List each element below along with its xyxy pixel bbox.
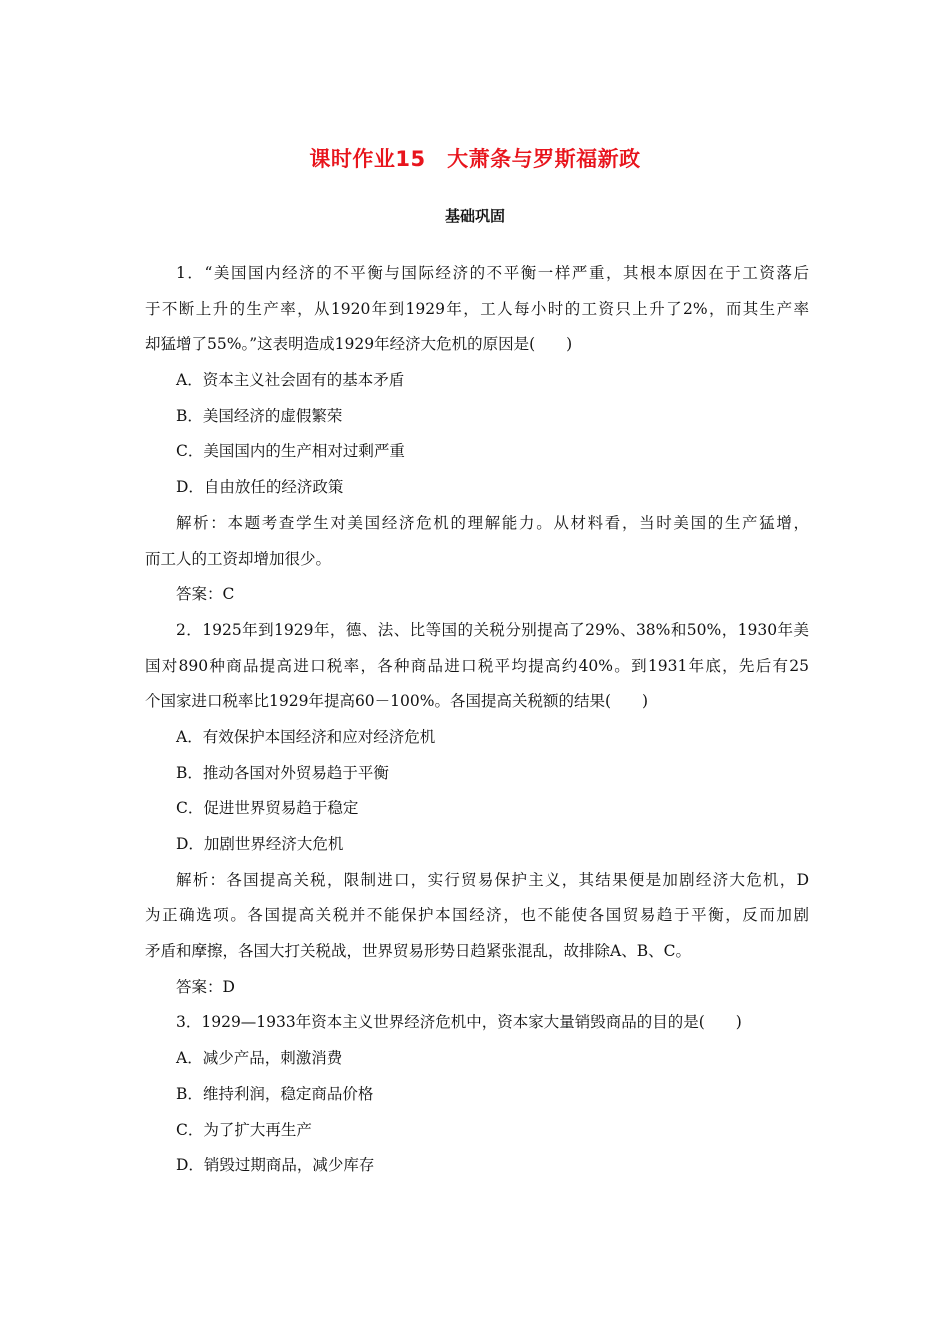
option-d: D．销毁过期商品，减少库存 <box>176 1156 375 1175</box>
option-a: A．减少产品，刺激消费 <box>176 1049 343 1068</box>
option-c: C．促进世界贸易趋于稳定 <box>176 799 359 818</box>
option-b: B．推动各国对外贸易趋于平衡 <box>176 763 389 782</box>
question-2 <box>145 613 809 1006</box>
question-1 <box>145 256 809 613</box>
option-d: D．加剧世界经济大危机 <box>176 835 344 853</box>
question-stem-line: 1．“美国国内经济的不平衡与国际经济的不平衡一样严重，其根本原因在于工资落后 <box>176 264 809 282</box>
question-stem-line: 2．1925年到1929年，德、法、比等国的关税分别提高了29%、38%和50%，1930年美 <box>176 620 809 639</box>
analysis-line: 解析：本题考查学生对美国经济危机的理解能力。从材料看，当时美国的生产猛增， <box>176 513 809 532</box>
question-3 <box>145 1005 809 1183</box>
question-stem-line: 于不断上升的生产率，从1920年到1929年，工人每小时的工资只上升了2%，而其生产率 <box>145 299 809 318</box>
analysis-line: 矛盾和摩擦，各国大打关税战，世界贸易形势日趋紧张混乱，故排除A、B、C。 <box>145 942 691 961</box>
option-b: B．维持利润，稳定商品价格 <box>176 1084 374 1103</box>
answer-line: 答案：D <box>176 977 235 996</box>
option-a: A．有效保护本国经济和应对经济危机 <box>176 727 436 746</box>
question-stem-line: 却猛增了55%。”这表明造成1929年经济大危机的原因是( ) <box>145 335 573 354</box>
section-heading: 基础巩固 <box>444 207 505 225</box>
document-body <box>145 256 809 1184</box>
option-d: D．自由放任的经济政策 <box>176 478 344 497</box>
option-b: B．美国经济的虚假繁荣 <box>176 406 343 425</box>
answer-line: 答案：C <box>176 585 235 604</box>
analysis-line: 解析：各国提高关税，限制进口，实行贸易保护主义，其结果便是加剧经济大危机，D <box>176 870 809 889</box>
question-stem-line: 个国家进口税率比1929年提高60－100%。各国提高关税额的结果( ) <box>145 692 649 711</box>
analysis-line: 而工人的工资却增加很少。 <box>145 549 332 568</box>
question-stem-line: 3．1929—1933年资本主义世界经济危机中，资本家大量销毁商品的目的是( ) <box>176 1013 742 1032</box>
document-title: 课时作业15 大萧条与罗斯福新政 <box>309 147 641 171</box>
option-c: C．美国国内的生产相对过剩严重 <box>176 442 405 461</box>
question-stem-line: 国对890种商品提高进口税率，各种商品进口税平均提高约40%。到1931年底，先后有25 <box>145 656 809 675</box>
option-c: C．为了扩大再生产 <box>176 1120 312 1139</box>
option-a: A．资本主义社会固有的基本矛盾 <box>176 371 405 390</box>
analysis-line: 为正确选项。各国提高关税并不能保护本国经济，也不能使各国贸易趋于平衡，反而加剧 <box>145 906 809 925</box>
